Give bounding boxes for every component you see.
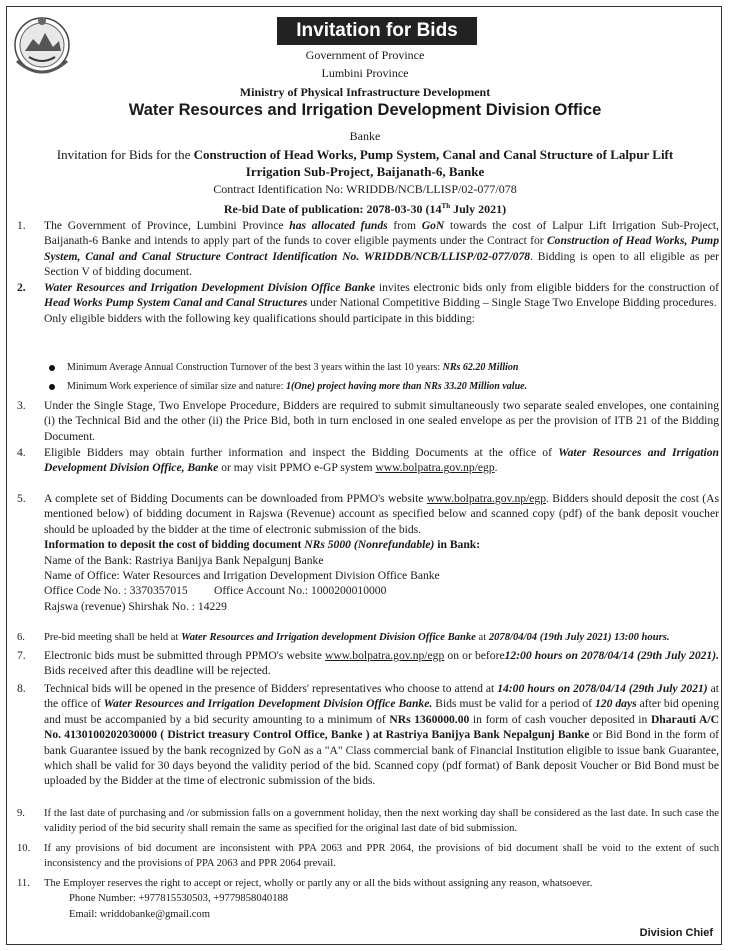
text: 14:00 hours on 2078/04/14 (29th July 2021) <box>497 682 708 695</box>
qualification-experience <box>49 380 527 394</box>
ministry-line: Ministry of Physical Infrastructure Development <box>239 85 491 99</box>
clause-number: 1. <box>17 219 26 232</box>
bid-title-bold: Construction of Head Works, Pump System, Canal and Canal Structure of Lalpur Lift <box>193 147 674 162</box>
text: Dharauti A/C No. 4130100202030000 ( District treasury Control Office, Banke ) at Rastriya Banijya Bank Nepalgunj Banke <box>44 712 719 742</box>
bank-name: Name of the Bank: Rastriya Banijya Bank Nepalgunj Banke <box>44 553 324 567</box>
clause-number: 7. <box>17 649 26 662</box>
office-account: Office Account No.: 1000200010000 <box>214 584 387 598</box>
phone-number: Phone Number: +977815530503, +9779858040188 <box>69 893 289 905</box>
text: The Employer reserves the right to accept or reject, wholly or partly any or all the bids without assigning any reason, whatsoever. <box>44 878 593 889</box>
clause-8 <box>17 681 719 789</box>
text: towards the cost of Lalpur Lift Irrigation Sub-Project, Baijanath-6 Banke and intends to apply part of the funds to cover eligible payments under the Contract for <box>44 219 719 248</box>
signature-title: Division Chief <box>639 927 713 939</box>
egp-link[interactable]: www.bolpatra.gov.np/egp <box>375 461 495 475</box>
clause-1 <box>17 218 719 280</box>
clause-number: 4. <box>17 446 26 459</box>
province-line: Lumbini Province <box>321 66 409 80</box>
text: 2078/04/04 (19th July 2021) 13:00 hours. <box>488 632 670 643</box>
text: under National Competitive Bidding – Single Stage Two Envelope Bidding procedures. <box>307 296 717 310</box>
rebid-tail: July 2021) <box>450 202 507 216</box>
text: Construction of Head Works, Pump System, Canal and Canal Structure Contract Identification No. WRIDDB/NCB/LLISP/02-077/078 <box>44 234 719 263</box>
text: A complete set of Bidding Documents can be downloaded from PPMO's website <box>44 492 427 505</box>
rebid-sup: Th <box>441 202 451 210</box>
text: Eligible Bidders may obtain further information and inspect the Bidding Documents at the office of <box>44 446 559 459</box>
text: 120 days <box>595 697 637 711</box>
clause-5 <box>17 491 719 614</box>
text: at the office of <box>44 682 719 711</box>
text: Information to deposit the cost of bidding document <box>44 538 305 552</box>
clause-3 <box>17 398 719 444</box>
office-code: Office Code No. : 3370357015 <box>44 584 188 598</box>
text: Water Resources and Irrigation development Division Office Banke <box>181 632 476 643</box>
text: Bids must be valid for a period of <box>432 697 595 711</box>
clause-number: 3. <box>17 399 26 412</box>
clause-2 <box>17 280 719 326</box>
bid-title-prefix: Invitation for Bids for the <box>56 147 191 162</box>
text: Pre-bid meeting shall be held at <box>44 632 182 643</box>
bullet-icon <box>49 384 55 390</box>
text: Head Works Pump System Canal and Canal Structures <box>44 296 308 310</box>
text: Under the Single Stage, Two Envelope Procedure, Bidders are required to submit simultaneously two separate sealed envelopes, one containing (i) the Technical Bid and the other (ii) the Price Bid, both in turn enclosed in one sealed envelope as per the provision of ITB 21 of the Bidding Document. <box>44 399 719 443</box>
text: NRs 62.20 Million <box>442 362 519 373</box>
clause-number: 8. <box>17 682 26 695</box>
contract-id: Contract Identification No: WRIDDB/NCB/LLISP/02-077/078 <box>213 182 517 196</box>
text: in form of cash voucher deposited in <box>469 712 651 726</box>
text: or Bid Bond in the form of bank Guarantee issued by the bank recognized by GoN as a "A" Class commercial bank of Financial Institution eligible to issue bank Guarantee, which shall be valid for 30 days beyond the validity period of the bid. Scanned copy (pdf format) of Bank deposit Voucher or Bid Bond must be uploaded by the Bidder at the time of electronic submission of the bids. <box>44 728 719 788</box>
clause-number: 2. <box>17 281 26 294</box>
location-line: Banke <box>349 129 381 143</box>
text: or may visit PPMO e-GP system <box>218 461 376 475</box>
text: on or before <box>444 649 505 662</box>
text: If any provisions of bid document are inconsistent with PPA 2063 and PPR 2064, the provisions of bid document shall be void to the extent of such inconsistency and the provisions of PPA 2063 and PPR 2064 prevail. <box>44 843 719 870</box>
text: Minimum Average Annual Construction Turnover of the best 3 years within the last 10 years: <box>67 362 443 373</box>
text: Only eligible bidders with the following key qualifications should participate in this bidding: <box>44 311 475 325</box>
text: invites electronic bids only from eligible bidders for the construction of <box>375 281 719 294</box>
clause-number: 11. <box>17 878 30 889</box>
text: If the last date of purchasing and /or submission falls on a government holiday, then the next working day shall be considered as the last date. In such case the validity period of the bid security shall remain the same as specified for the original last date of bid submission. <box>44 808 719 835</box>
text: Technical bids will be opened in the presence of Bidders' representatives who choose to attend at <box>44 682 498 695</box>
clause-number: 5. <box>17 492 26 505</box>
text: Bids received after this deadline will be rejected. <box>44 664 271 678</box>
clause-9 <box>17 806 719 837</box>
text: . Bidding is open to all eligible as per Section V of bidding document. <box>44 249 720 279</box>
text: has allocated funds <box>289 219 388 232</box>
bank-office: Name of Office: Water Resources and Irrigation Development Division Office Banke <box>44 569 440 583</box>
egp-link[interactable]: www.bolpatra.gov.np/egp <box>426 492 547 505</box>
text: Minimum Work experience of similar size and nature: <box>67 381 286 392</box>
text: 12:00 hours on 2078/04/14 (29th July 2021). <box>504 649 719 662</box>
text: Water Resources and Irrigation Development Division Office, Banke <box>44 446 719 475</box>
office-title: Water Resources and Irrigation Development Division Office <box>128 101 602 119</box>
text: NRs 5000 (Nonrefundable) <box>304 538 435 552</box>
clause-number: 9. <box>17 808 25 819</box>
text: Water Resources and Irrigation Development Division Office Banke. <box>103 697 433 711</box>
bid-title-line2: Irrigation Sub-Project, Baijanath-6, Banke <box>245 164 485 179</box>
text: The Government of Province, Lumbini Province <box>44 219 290 232</box>
clause-6 <box>17 630 719 645</box>
egp-link[interactable]: www.bolpatra.gov.np/egp <box>325 649 445 662</box>
clause-number: 10. <box>17 843 31 854</box>
clause-10 <box>17 841 719 872</box>
text: . <box>494 461 498 475</box>
rajswa-number: Rajswa (revenue) Shirshak No. : 14229 <box>44 599 227 613</box>
text: . Bidders should deposit the cost (As mentioned below) of bidding document in Rajswa (Revenue) account as specified below and scanned copy (pdf) of the bank deposit voucher should be uploaded by the bidder at the time of electronic submission of the bids. <box>44 492 719 536</box>
invitation-banner: Invitation for Bids <box>277 17 477 45</box>
bid-title <box>7 146 723 163</box>
government-line: Government of Province <box>305 48 425 62</box>
qualification-turnover <box>49 361 518 375</box>
text: GoN <box>421 219 445 232</box>
rebid-date <box>7 198 723 217</box>
clause-11 <box>17 876 719 922</box>
bullet-icon <box>49 365 55 371</box>
notice-page <box>6 6 722 945</box>
text: Electronic bids must be submitted through PPMO's website <box>44 649 326 662</box>
clause-number: 6. <box>17 632 25 643</box>
rebid-date-text: Re-bid Date of publication: 2078-03-30 (14 <box>223 202 442 216</box>
text: NRs 1360000.00 <box>389 712 470 726</box>
clause-4 <box>17 445 719 476</box>
text: after bid opening and must be accompanied by a bid security amounting to a minimum of <box>44 697 719 726</box>
text: from <box>387 219 422 232</box>
clause-7 <box>17 648 719 679</box>
text: Water Resources and Irrigation Development Division Office Banke <box>44 281 376 294</box>
text: 1(One) project having more than NRs 33.20 Million value. <box>285 381 528 392</box>
email-address: Email: wriddobanke@gmail.com <box>69 908 210 920</box>
text: at <box>475 632 489 643</box>
text: in Bank: <box>434 538 481 552</box>
